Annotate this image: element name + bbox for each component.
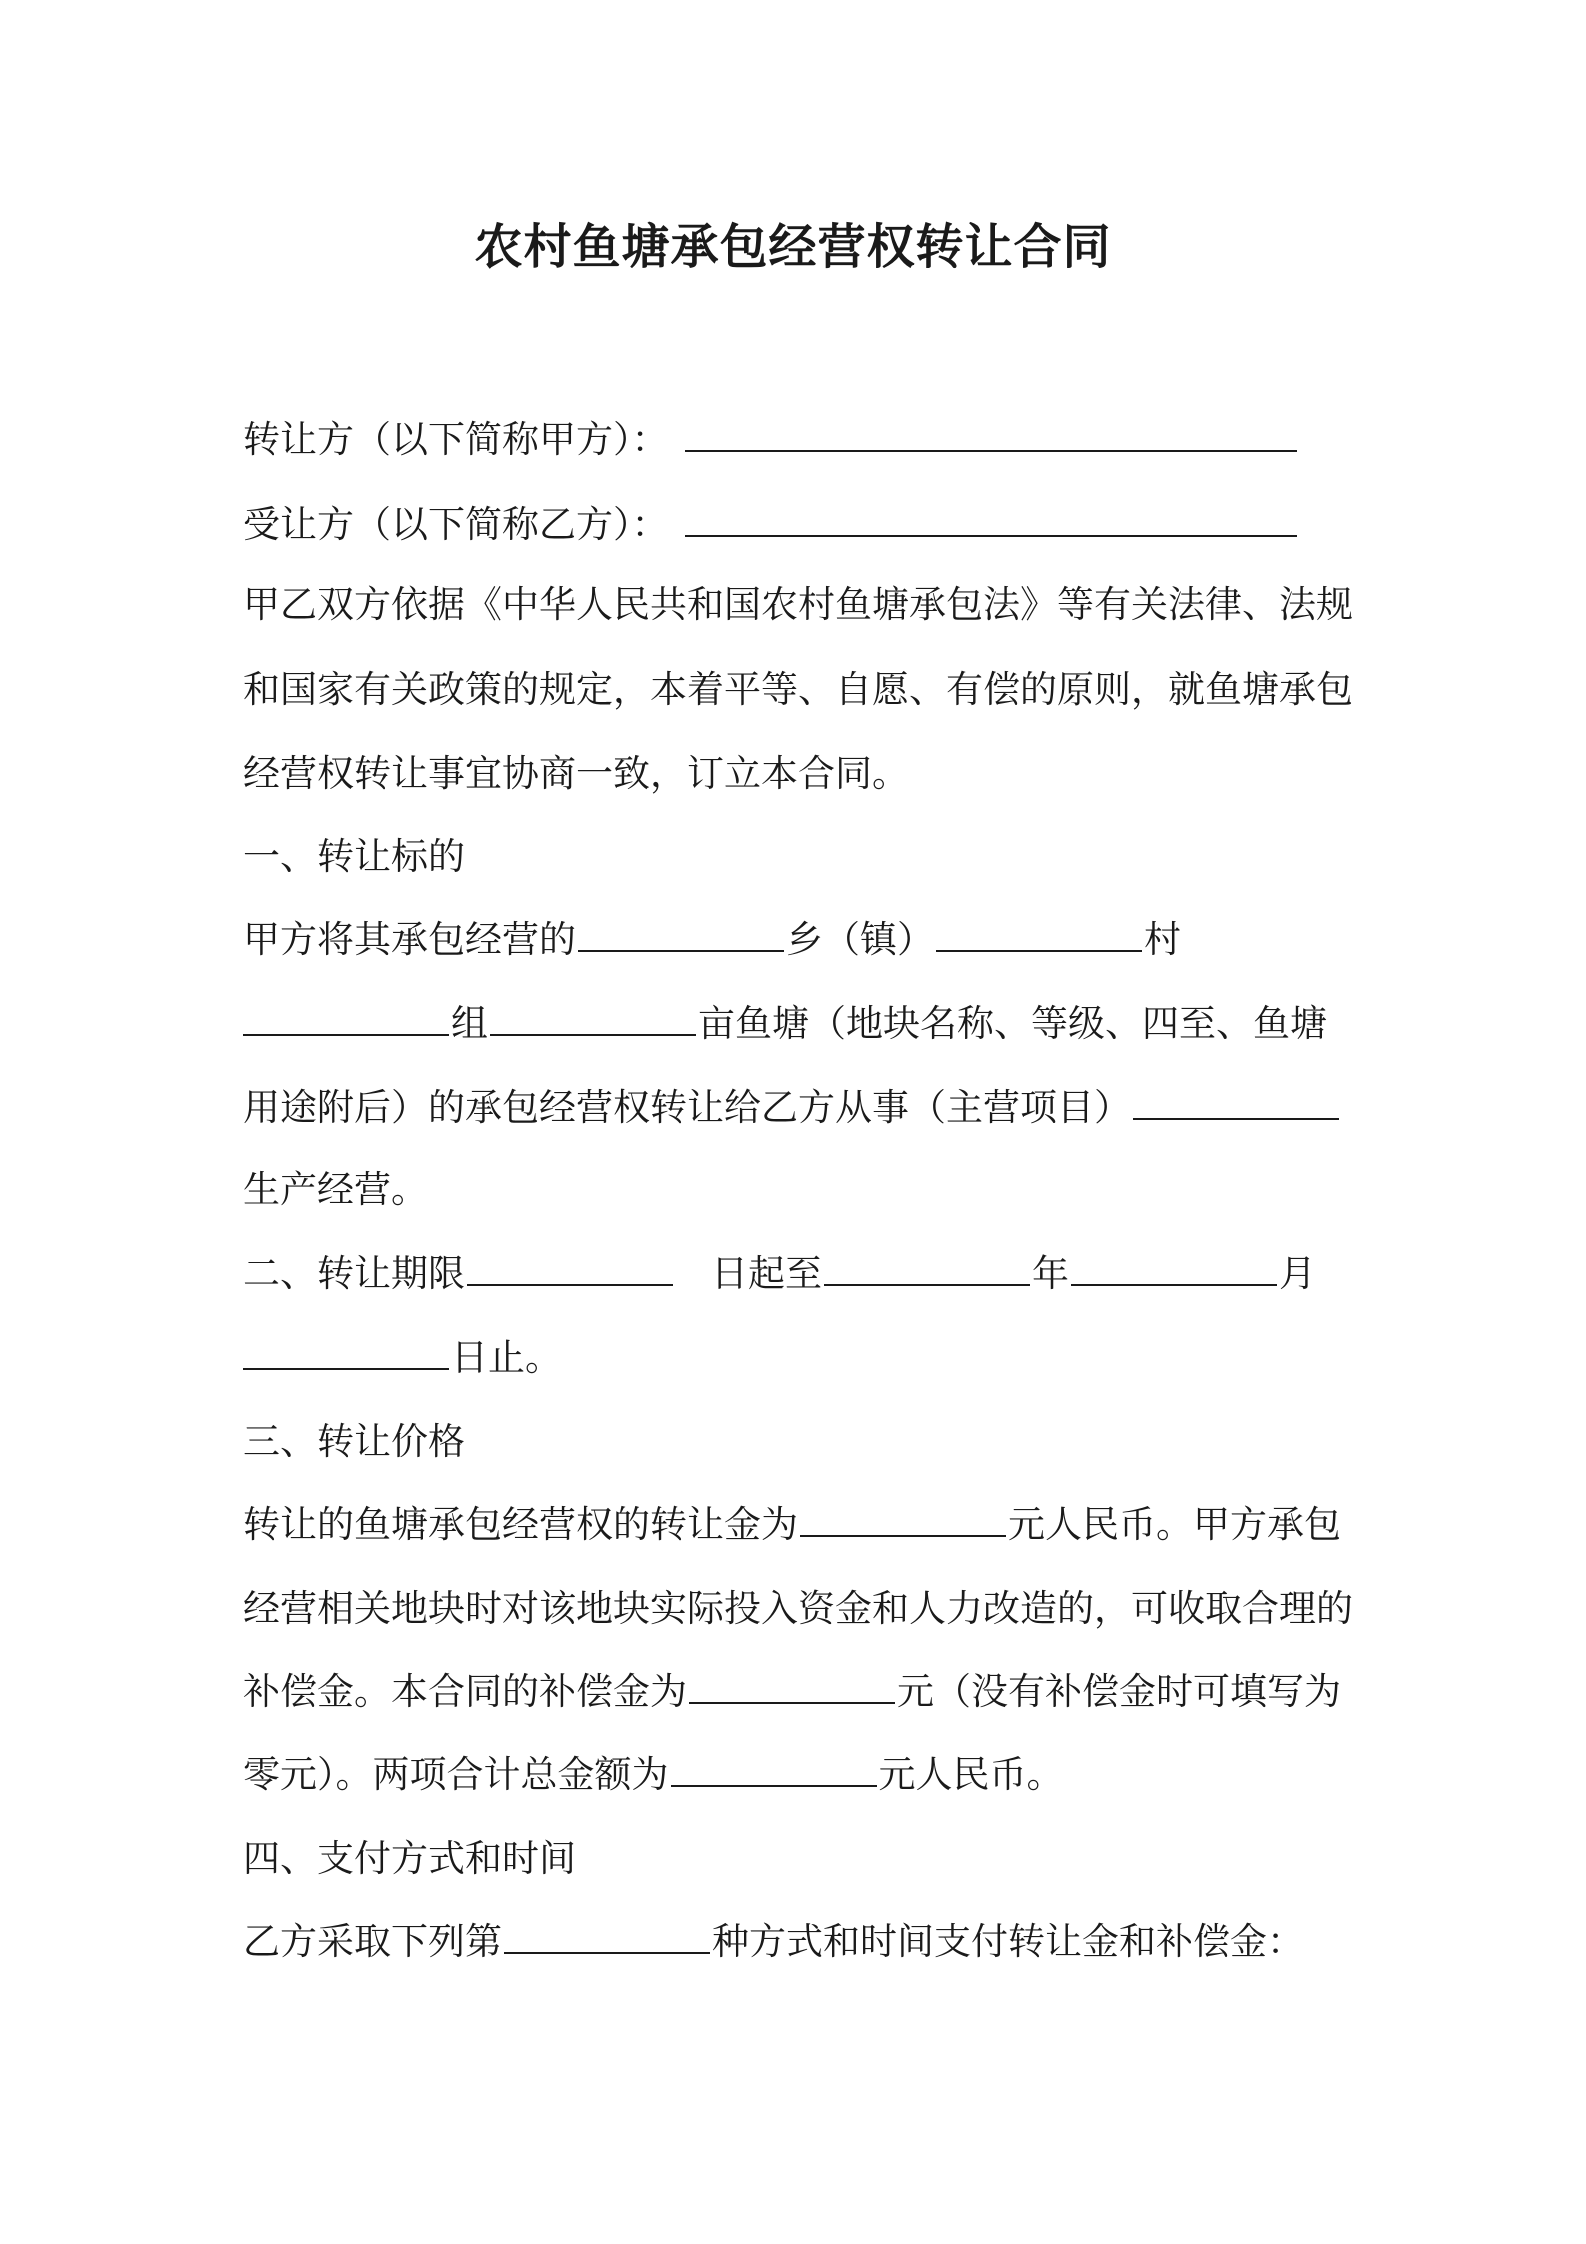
compensation-blank[interactable]	[689, 1664, 895, 1704]
end-month-blank[interactable]	[1071, 1246, 1277, 1286]
party-b-line	[243, 495, 1353, 555]
section-3-line-2: 经营相关地块时对该地块实际投入资金和人力改造的，可收取合理的	[243, 1587, 1353, 1630]
section-1-line-4: 生产经营。	[243, 1168, 428, 1211]
s2-text-b: 日起至	[711, 1252, 822, 1295]
s2-text-d: 月	[1279, 1252, 1316, 1295]
s3-text-b: 元人民币。甲方承包	[1008, 1503, 1341, 1546]
party-b-label: 受让方（以下简称乙方）：	[243, 503, 669, 546]
s1-text-f: 用途附后）的承包经营权转让给乙方从事（主营项目）	[243, 1086, 1131, 1129]
document-title: 农村鱼塘承包经营权转让合同	[474, 219, 1112, 275]
s4-text-a: 乙方采取下列第	[243, 1920, 502, 1963]
payment-method-blank[interactable]	[504, 1914, 710, 1954]
s3-text-d: 元（没有补偿金时可填写为	[897, 1670, 1341, 1713]
section-3-line-3	[243, 1662, 1353, 1722]
village-blank[interactable]	[936, 912, 1142, 952]
section-3-line-4	[243, 1745, 1353, 1805]
section-1-line-1	[243, 910, 1353, 970]
township-blank[interactable]	[578, 912, 784, 952]
section-4-line-1	[243, 1912, 1353, 1972]
s1-text-a: 甲方将其承包经营的	[243, 918, 576, 961]
section-2-heading: 二、转让期限	[243, 1252, 465, 1295]
party-a-label: 转让方（以下简称甲方）：	[243, 418, 669, 461]
project-blank[interactable]	[1133, 1080, 1339, 1120]
section-2-line-1	[243, 1244, 1353, 1304]
end-day-blank[interactable]	[243, 1330, 449, 1370]
section-1-line-2	[243, 994, 1353, 1054]
group-blank[interactable]	[243, 996, 449, 1036]
s1-text-d: 组	[451, 1002, 488, 1045]
intro-line-1: 甲乙双方依据《中华人民共和国农村鱼塘承包法》等有关法律、法规	[243, 583, 1353, 626]
s3-text-e: 零元）。两项合计总金额为	[243, 1753, 669, 1796]
s2-text-c: 年	[1032, 1252, 1069, 1295]
area-blank[interactable]	[490, 996, 696, 1036]
section-1-line-3	[243, 1078, 1353, 1138]
party-a-line	[243, 410, 1353, 470]
start-date-blank[interactable]	[467, 1246, 673, 1286]
party-b-blank[interactable]	[685, 497, 1297, 537]
intro-line-2: 和国家有关政策的规定，本着平等、自愿、有偿的原则，就鱼塘承包	[243, 668, 1353, 711]
end-year-blank[interactable]	[824, 1246, 1030, 1286]
s3-text-c: 补偿金。本合同的补偿金为	[243, 1670, 687, 1713]
section-3-line-1	[243, 1495, 1353, 1555]
total-amount-blank[interactable]	[671, 1747, 877, 1787]
s1-text-c: 村	[1144, 918, 1181, 961]
s4-text-b: 种方式和时间支付转让金和补偿金：	[712, 1920, 1304, 1963]
s3-text-f: 元人民币。	[878, 1753, 1064, 1796]
s1-text-b: 乡（镇）	[786, 918, 934, 961]
section-2-line-2	[243, 1328, 1353, 1388]
party-a-blank[interactable]	[685, 412, 1297, 452]
section-3-heading: 三、转让价格	[243, 1420, 465, 1463]
s3-text-a: 转让的鱼塘承包经营权的转让金为	[243, 1503, 798, 1546]
s1-text-e: 亩鱼塘（地块名称、等级、四至、鱼塘	[698, 1002, 1327, 1045]
intro-line-3: 经营权转让事宜协商一致，订立本合同。	[243, 752, 909, 795]
section-4-heading: 四、支付方式和时间	[243, 1837, 576, 1880]
s2-text-e: 日止。	[451, 1336, 562, 1379]
transfer-fee-blank[interactable]	[800, 1497, 1006, 1537]
section-1-heading: 一、转让标的	[243, 835, 465, 878]
